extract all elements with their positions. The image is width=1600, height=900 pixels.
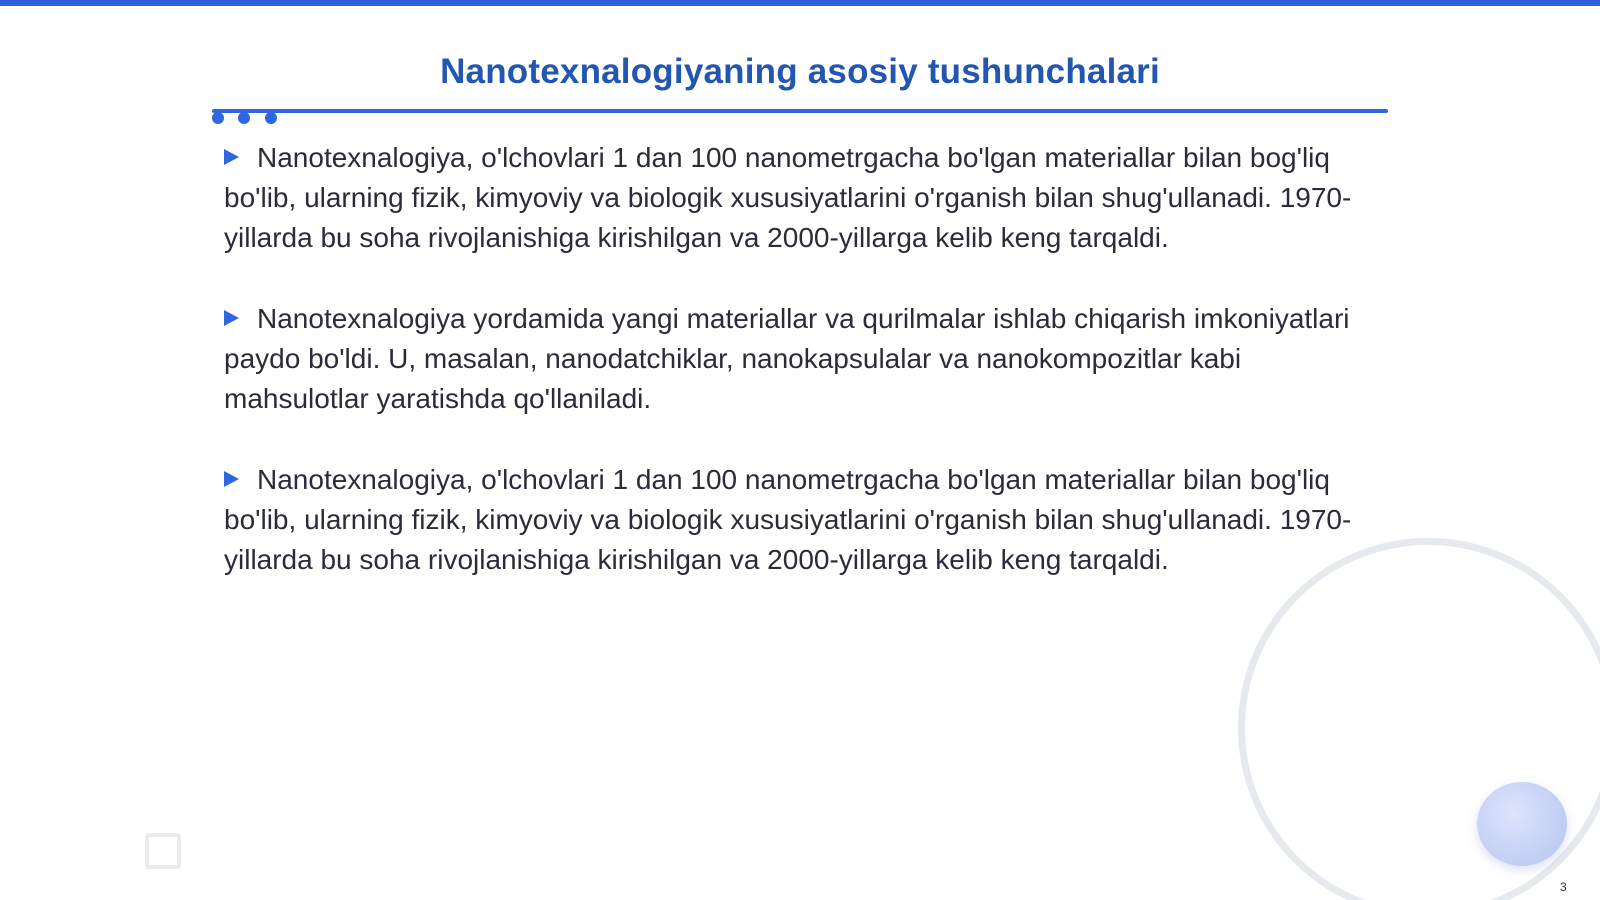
play-triangle-icon: [224, 149, 239, 165]
slide-title: Nanotexnalogiyaning asosiy tushunchalari: [440, 52, 1160, 91]
top-accent-bar: [0, 0, 1600, 6]
decor-dot: [212, 112, 224, 124]
bullet-item: [224, 138, 1354, 258]
bullet-item: [224, 460, 1354, 580]
bullet-list: [224, 138, 1354, 621]
play-triangle-icon: [224, 310, 239, 326]
decor-circle: [1477, 782, 1567, 866]
bullet-item: [224, 299, 1354, 419]
title-underline: [212, 109, 1388, 113]
decor-dot: [265, 112, 277, 124]
page-number: 3: [1560, 880, 1567, 894]
bullet-text: Nanotexnalogiya, o'lchovlari 1 dan 100 nanometrgacha bo'lgan materiallar bilan bog'liq bo'lib, ularning fizik, kimyoviy va biologik xususiyatlarini o'rganish bilan shug'ullanadi. 1970-yillarda bu soha rivojlanishiga kirishilgan va 2000-yillarga kelib keng tarqaldi.: [224, 142, 1352, 253]
bullet-text: Nanotexnalogiya yordamida yangi materiallar va qurilmalar ishlab chiqarish imkoniyatlari paydo bo'ldi. U, masalan, nanodatchiklar, nanokapsulalar va nanokompozitlar kabi mahsulotlar yaratishda qo'llaniladi.: [224, 303, 1350, 414]
decor-dot: [238, 112, 250, 124]
bullet-text: Nanotexnalogiya, o'lchovlari 1 dan 100 nanometrgacha bo'lgan materiallar bilan bog'liq bo'lib, ularning fizik, kimyoviy va biologik xususiyatlarini o'rganish bilan shug'ullanadi. 1970-yillarda bu soha rivojlanishiga kirishilgan va 2000-yillarga kelib keng tarqaldi.: [224, 464, 1352, 575]
decor-square: [145, 833, 181, 869]
play-triangle-icon: [224, 471, 239, 487]
